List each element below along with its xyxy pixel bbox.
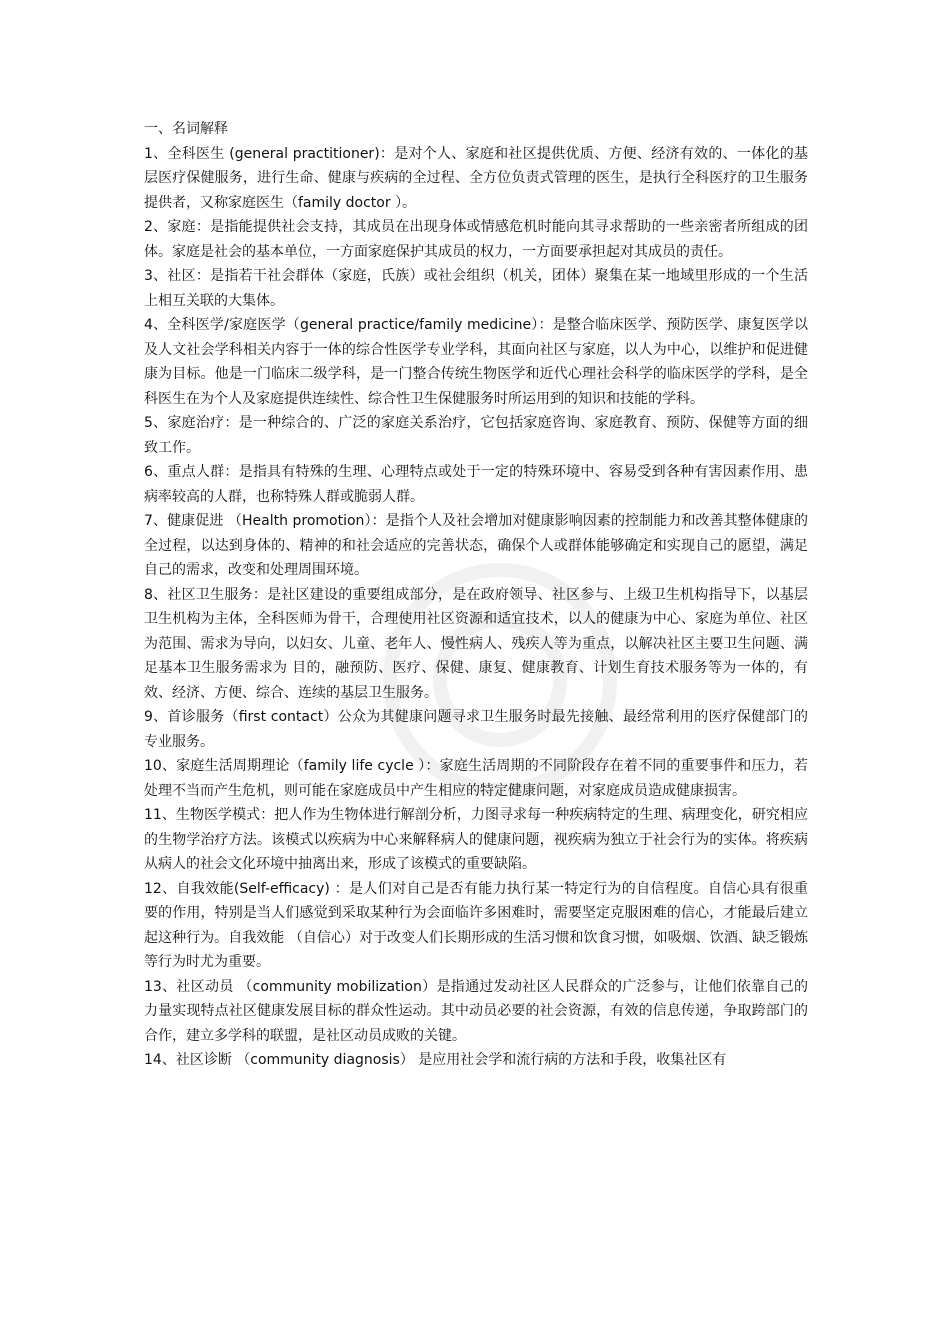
term-entry-6: 6、重点人群：是指具有特殊的生理、心理特点或处于一定的特殊环境中、容易受到各种有害因素作用、患病率较高的人群，也称特殊人群或脆弱人群。 [144, 464, 808, 505]
document-page [144, 117, 808, 1073]
term-entry-5: 5、家庭治疗：是一种综合的、广泛的家庭关系治疗，它包括家庭咨询、家庭教育、预防、保健等方面的细致工作。 [144, 415, 808, 456]
term-entry-12: 12、自我效能(Self-efficacy) ：是人们对自己是否有能力执行某一特定行为的自信程度。自信心具有很重要的作用，特别是当人们感觉到采取某种行为会面临许多困难时，需要坚定克服困难的信心，才能最后建立起这种行为。自我效能 （自信心）对于改变人们长期形成的生活习惯和饮食习惯，如吸烟、饮酒、缺乏锻炼等行为时尤为重要。 [144, 880, 808, 970]
term-entry-13: 13、社区动员 （community mobilization）是指通过发动社区人民群众的广泛参与，让他们依靠自己的力量实现特点社区健康发展目标的群众性运动。其中动员必要的社会资源，有效的信息传递，争取跨部门的合作，建立多学科的联盟，是社区动员成败的关键。 [144, 978, 808, 1044]
term-entry-8: 8、社区卫生服务：是社区建设的重要组成部分，是在政府领导、社区参与、上级卫生机构指导下，以基层卫生机构为主体，全科医师为骨干，合理使用社区资源和适宜技术，以人的健康为中心、家庭为单位、社区为范围、需求为导向，以妇女、儿童、老年人、慢性病人、残疾人等为重点，以解决社区主要卫生问题、满足基本卫生服务需求为 目的，融预防、医疗、保健、康复、健康教育、计划生育技术服务等为一体的，有效、经济、方便、综合、连续的基层卫生服务。 [144, 586, 808, 701]
section-title: 一、名词解释 [144, 121, 228, 137]
term-entry-1: 1、全科医生 (general practitioner)：是对个人、家庭和社区提供优质、方便、经济有效的、一体化的基层医疗保健服务，进行生命、健康与疾病的全过程、全方位负责式管理的医生，是执行全科医疗的卫生服务提供者，又称家庭医生（family doctor ）。 [144, 145, 808, 211]
term-entry-3: 3、社区：是指若干社会群体（家庭，氏族）或社会组织（机关，团体）聚集在某一地域里形成的一个生活上相互关联的大集体。 [144, 268, 808, 309]
term-entry-2: 2、家庭：是指能提供社会支持，其成员在出现身体或情感危机时能向其寻求帮助的一些亲密者所组成的团体。家庭是社会的基本单位，一方面家庭保护其成员的权力，一方面要承担起对其成员的责任。 [144, 219, 808, 260]
term-entry-11: 11、生物医学模式：把人作为生物体进行解剖分析，力图寻求每一种疾病特定的生理、病理变化，研究相应的生物学治疗方法。该模式以疾病为中心来解释病人的健康问题，视疾病为独立于社会行为的实体。将疾病从病人的社会文化环境中抽离出来，形成了该模式的重要缺陷。 [144, 807, 808, 872]
term-entry-10: 10、家庭生活周期理论（family life cycle ）：家庭生活周期的不同阶段存在着不同的重要事件和压力，若处理不当而产生危机，则可能在家庭成员中产生相应的特定健康问题，对家庭成员造成健康损害。 [144, 758, 808, 799]
term-entry-7: 7、健康促进 （Health promotion）：是指个人及社会增加对健康影响因素的控制能力和改善其整体健康的全过程，以达到身体的、精神的和社会适应的完善状态，确保个人或群体能够确定和实现自己的愿望，满足自己的需求，改变和处理周围环境。 [144, 513, 808, 578]
term-entry-9: 9、首诊服务（first contact）公众为其健康问题寻求卫生服务时最先接触、最经常利用的医疗保健部门的专业服务。 [144, 709, 808, 750]
term-entry-14: 14、社区诊断 （community diagnosis） 是应用社会学和流行病的方法和手段，收集社区有 [144, 1052, 727, 1068]
term-entry-4: 4、全科医学/家庭医学（general practice/family medicine）：是整合临床医学、预防医学、康复医学以及人文社会学科相关内容于一体的综合性医学专业学科，其面向社区与家庭，以人为中心，以维护和促进健康为目标。他是一门临床二级学科，是一门整合传统生物医学和近代心理社会科学的临床医学的学科，是全科医生在为个人及家庭提供连续性、综合性卫生保健服务时所运用到的知识和技能的学科。 [144, 317, 808, 407]
